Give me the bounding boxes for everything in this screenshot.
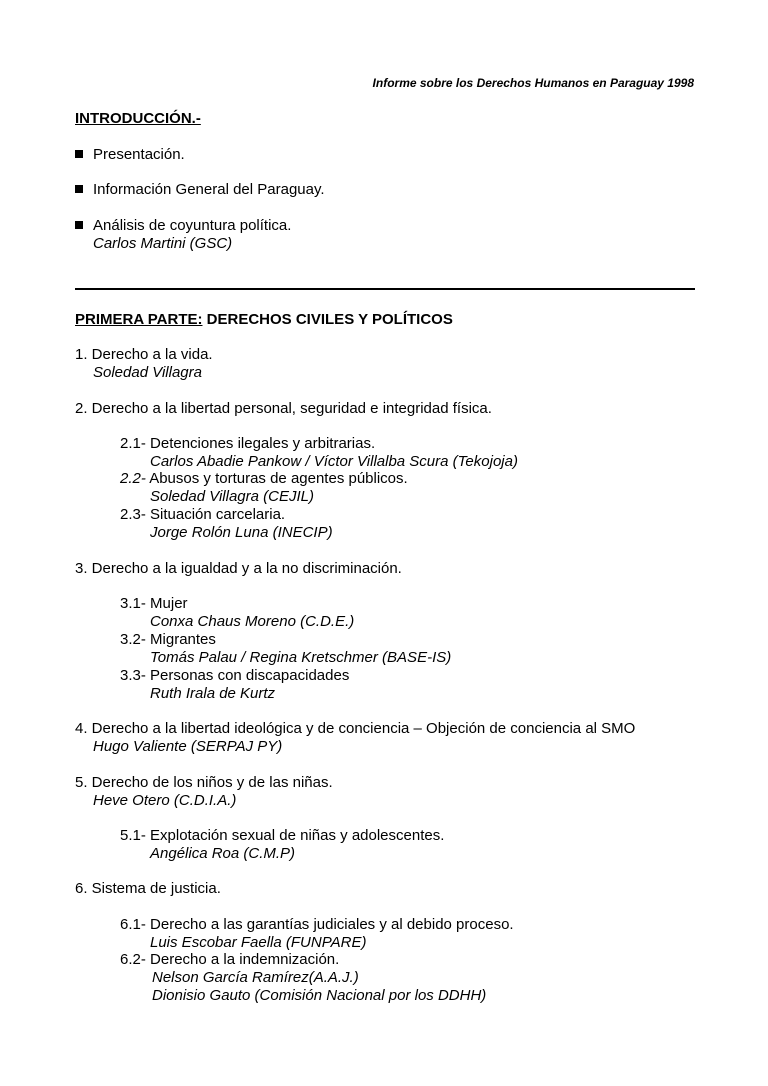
subsection-6-1: 6.1- Derecho a las garantías judiciales y al debido proceso. <box>120 916 514 933</box>
section-3: 3. Derecho a la igualdad y a la no discriminación. <box>75 560 402 577</box>
part1-title <box>75 311 453 329</box>
subsection-5-1-author: Angélica Roa (C.M.P) <box>150 845 296 862</box>
subsection-3-3-author: Ruth Irala de Kurtz <box>150 685 276 702</box>
document-header: Informe sobre los Derechos Humanos en Paraguay 1998 <box>372 76 694 90</box>
square-bullet-icon <box>75 185 83 193</box>
subsection-2-3: 2.3- Situación carcelaria. <box>120 506 286 523</box>
intro-title: INTRODUCCIÓN.- <box>75 110 201 127</box>
section-divider <box>75 288 695 290</box>
subsection-6-2-author: Nelson García Ramírez(A.A.J.) <box>152 969 359 986</box>
section-1: 1. Derecho a la vida. <box>75 346 213 363</box>
subsection-2-3-author: Jorge Rolón Luna (INECIP) <box>150 524 333 541</box>
subsection-6-2: 6.2- Derecho a la indemnización. <box>120 951 340 968</box>
square-bullet-icon <box>75 221 83 229</box>
section-6: 6. Sistema de justicia. <box>75 880 221 897</box>
subsection-5-1: 5.1- Explotación sexual de niñas y adolescentes. <box>120 827 445 844</box>
intro-item-label: Análisis de coyuntura política. <box>93 217 292 234</box>
section-1-author: Soledad Villagra <box>93 364 202 381</box>
intro-item-label: Presentación. <box>93 146 185 163</box>
section-4-author: Hugo Valiente (SERPAJ PY) <box>93 738 283 755</box>
part1-prefix: PRIMERA PARTE: <box>75 311 203 328</box>
section-5: 5. Derecho de los niños y de las niñas. <box>75 774 333 791</box>
subsection-3-1: 3.1- Mujer <box>120 595 188 612</box>
subsection-6-1-author: Luis Escobar Faella (FUNPARE) <box>150 934 367 951</box>
subsection-2-2-author: Soledad Villagra (CEJIL) <box>150 488 314 505</box>
part1-heading: DERECHOS CIVILES Y POLÍTICOS <box>206 311 453 328</box>
subsection-3-3: 3.3- Personas con discapacidades <box>120 667 350 684</box>
intro-item-author: Carlos Martini (GSC) <box>93 235 233 252</box>
section-4: 4. Derecho a la libertad ideológica y de conciencia – Objeción de conciencia al SMO <box>75 720 636 737</box>
subsection-6-2-author-2: Dionisio Gauto (Comisión Nacional por los DDHH) <box>152 987 487 1004</box>
section-5-author: Heve Otero (C.D.I.A.) <box>93 792 237 809</box>
square-bullet-icon <box>75 150 83 158</box>
subsection-3-2: 3.2- Migrantes <box>120 631 216 648</box>
intro-item-informacion <box>75 181 325 199</box>
subsection-3-2-author: Tomás Palau / Regina Kretschmer (BASE-IS) <box>150 649 452 666</box>
subsection-3-1-author: Conxa Chaus Moreno (C.D.E.) <box>150 613 355 630</box>
subsection-2-1-author: Carlos Abadie Pankow / Víctor Villalba Scura (Tekojoja) <box>150 453 518 470</box>
intro-item-analisis <box>75 217 291 235</box>
subsection-2-1: 2.1- Detenciones ilegales y arbitrarias. <box>120 435 376 452</box>
intro-item-label: Información General del Paraguay. <box>93 181 325 198</box>
intro-item-presentacion <box>75 146 185 164</box>
subsection-2-2: 2.2- Abusos y torturas de agentes públicos. <box>120 470 408 487</box>
section-2: 2. Derecho a la libertad personal, seguridad e integridad física. <box>75 400 492 417</box>
